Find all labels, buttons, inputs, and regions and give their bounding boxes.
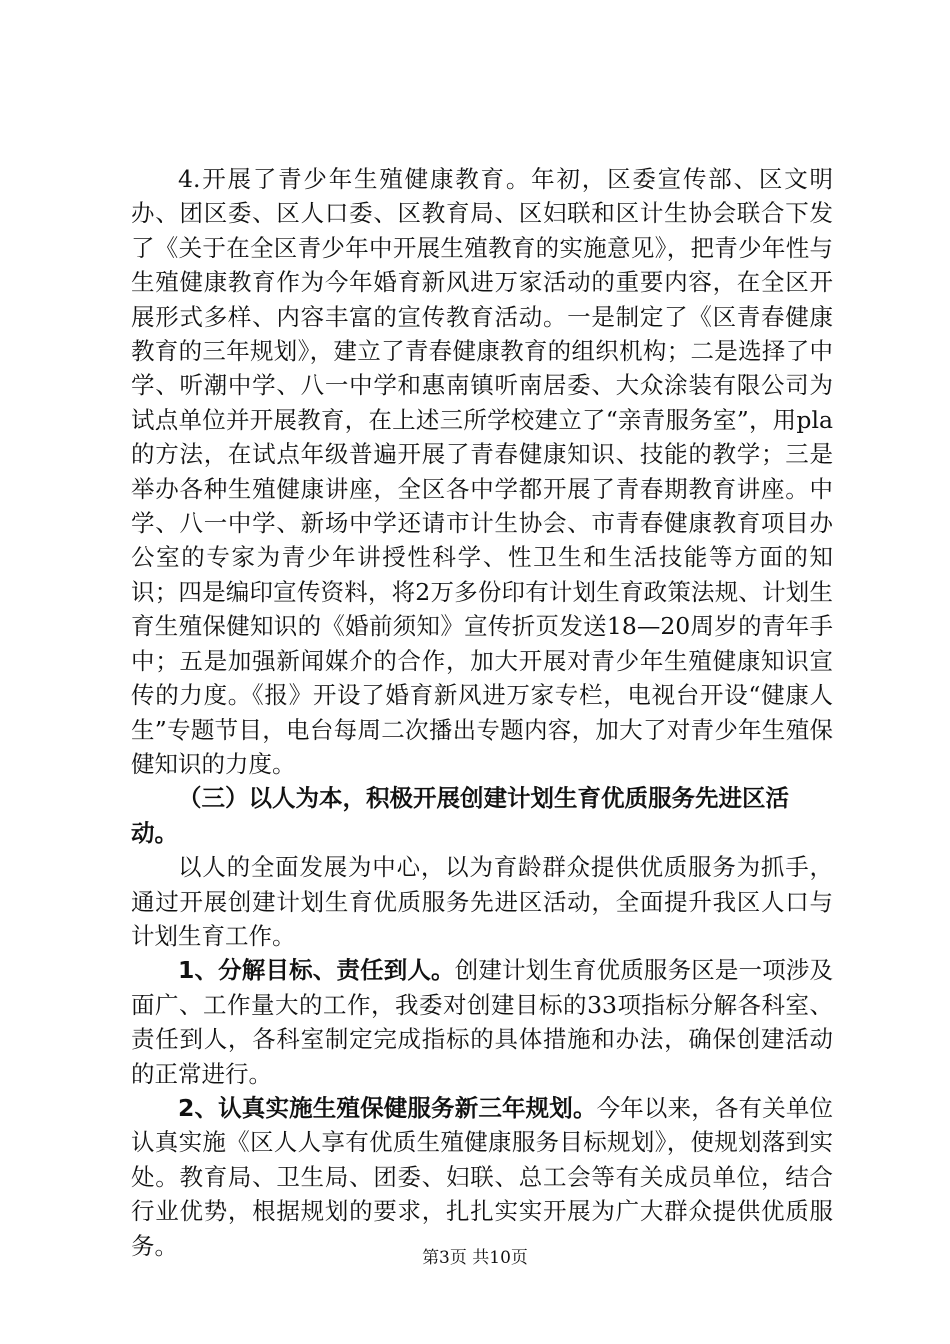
item-1-lead: 1、分解目标、责任到人。 <box>178 956 455 985</box>
item-1-body: 创建计划生育优质服务区是一项涉及面广、工作量大的工作，我委对创建目标的33项指标分解各科室、责任到人，各科室制定完成指标的具体措施和办法，确保创建活动的正常进行。 <box>131 956 834 1088</box>
document-body <box>131 162 833 1263</box>
item-2-body: 今年以来，各有关单位认真实施《区人人享有优质生殖健康服务目标规划》，使规划落到实处。教育局、卫生局、团委、妇联、总工会等有关成员单位，结合行业优势，根据规划的要求，扎扎实实开展为广大群众提供优质服务。 <box>131 1093 834 1260</box>
paragraph-intro: 以人的全面发展为中心，以为育龄群众提供优质服务为抓手，通过开展创建计划生育优质服务先进区活动，全面提升我区人口与计划生育工作。 <box>131 853 833 950</box>
paragraph-item-1 <box>131 953 833 1091</box>
item-2-lead: 2、认真实施生殖保健服务新三年规划。 <box>178 1093 597 1122</box>
paragraph-item-2 <box>131 1091 833 1263</box>
section-heading-3: （三）以人为本，积极开展创建计划生育优质服务先进区活动。 <box>131 784 789 847</box>
paragraph-youth-health-education: 4.开展了青少年生殖健康教育。年初，区委宣传部、区文明办、团区委、区人口委、区教育局、区妇联和区计生协会联合下发了《关于在全区青少年中开展生殖教育的实施意见》，把青少年性与生殖健康教育作为今年婚育新风进万家活动的重要内容，在全区开展形式多样、内容丰富的宣传教育活动。一是制定了《区青春健康教育的三年规划》，建立了青春健康教育的组织机构；二是选择了中学、听潮中学、八一中学和惠南镇听南居委、大众涂装有限公司为试点单位并开展教育，在上述三所学校建立了“亲青服务室”，用pla的方法，在试点年级普遍开展了青春健康知识、技能的教学；三是举办各种生殖健康讲座，全区各中学都开展了青春期教育讲座。中学、八一中学、新场中学还请市计生协会、市青春健康教育项目办公室的专家为青少年讲授性科学、性卫生和生活技能等方面的知识；四是编印宣传资料，将2万多份印有计划生育政策法规、计划生育生殖保健知识的《婚前须知》宣传折页发送18—20周岁的青年手中；五是加强新闻媒介的合作，加大开展对青少年生殖健康知识宣传的力度。《报》开设了婚育新风进万家专栏，电视台开设“健康人生”专题节目，电台每周二次播出专题内容，加大了对青少年生殖保健知识的力度。 <box>131 165 833 778</box>
page-number-footer: 第3页 共10页 <box>422 1248 528 1268</box>
